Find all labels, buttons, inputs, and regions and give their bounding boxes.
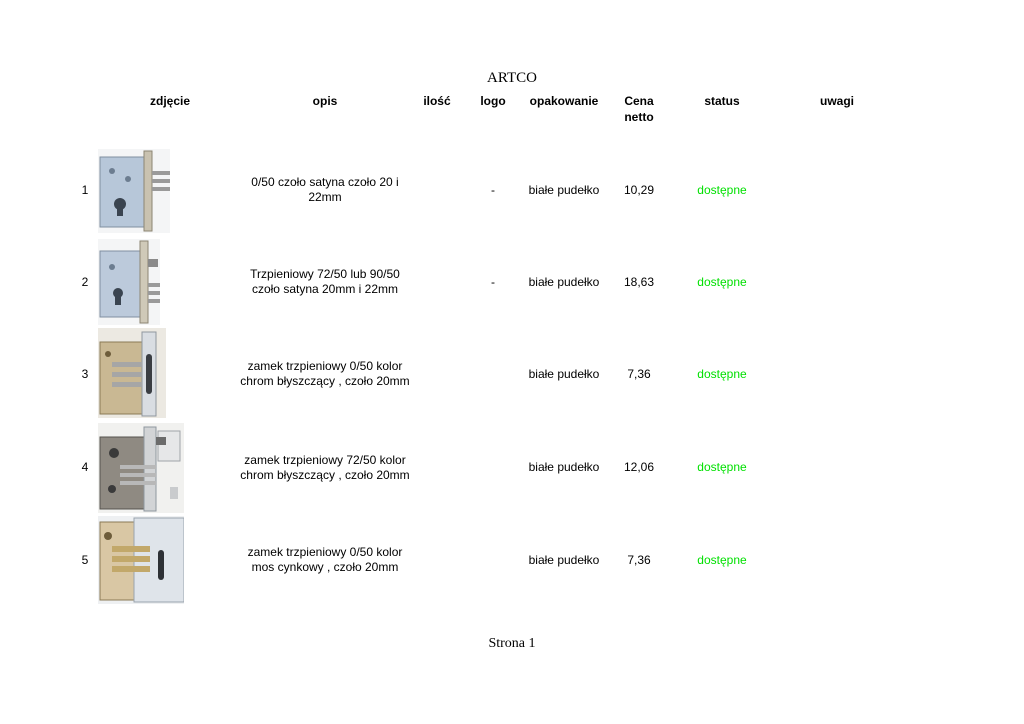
header-photo: zdjęcie [149,94,191,108]
row-description: 0/50 czoło satyna czoło 20 i 22mm [251,175,399,204]
status-badge: dostępne [697,182,747,197]
mortise-lock-icon [98,516,184,604]
row-logo: - [491,182,495,197]
header-packaging: opakowanie [529,94,599,108]
row-logo [475,514,511,606]
row-number: 4 [81,460,89,474]
row-packaging: białe pudełko [528,460,600,474]
row-description: zamek trzpieniowy 0/50 kolor mos cynkowy , czoło 20mm [247,545,403,574]
row-packaging: białe pudełko [528,274,600,289]
table-row [0,421,1024,514]
header-notes: uwagi [819,94,854,108]
row-number: 1 [81,182,89,197]
row-price: 10,29 [623,182,655,197]
document-title: ARTCO [487,70,537,86]
header-price-line1: Cena [624,94,654,108]
row-description: zamek trzpieniowy 0/50 kolor chrom błyszczący , czoło 20mm [240,359,410,388]
table-row [0,237,1024,327]
mortise-lock-icon [98,328,166,418]
header-description: opis [312,94,338,108]
header-logo: logo [480,94,506,108]
row-price: 7,36 [627,366,651,381]
row-logo: - [491,274,495,289]
mortise-lock-icon [98,149,170,233]
table-row [0,514,1024,606]
row-price: 18,63 [623,274,655,289]
row-packaging: białe pudełko [528,182,600,197]
row-packaging: białe pudełko [528,552,600,567]
status-badge: dostępne [697,552,747,567]
row-logo [475,328,511,420]
mortise-lock-icon [98,423,184,513]
header-status: status [704,94,740,108]
header-quantity: ilość [423,94,451,108]
row-price: 12,06 [623,460,655,474]
status-badge: dostępne [697,366,747,381]
status-badge: dostępne [697,460,747,474]
row-packaging: białe pudełko [528,366,600,381]
status-badge: dostępne [697,274,747,289]
header-price [610,93,668,125]
row-description: Trzpieniowy 72/50 lub 90/50 czoło satyna 20mm i 22mm [250,267,400,296]
row-number: 5 [81,552,89,567]
row-price: 7,36 [627,552,651,567]
header-price-line2: netto [624,110,654,124]
page-footer: Strona 1 [488,636,536,651]
mortise-lock-icon [98,239,160,325]
table-row [0,145,1024,235]
row-number: 2 [81,274,89,289]
table-row [0,328,1024,420]
row-number: 3 [81,366,89,381]
row-description: zamek trzpieniowy 72/50 kolor chrom błyszczący , czoło 20mm [240,452,410,482]
row-logo [475,421,511,514]
